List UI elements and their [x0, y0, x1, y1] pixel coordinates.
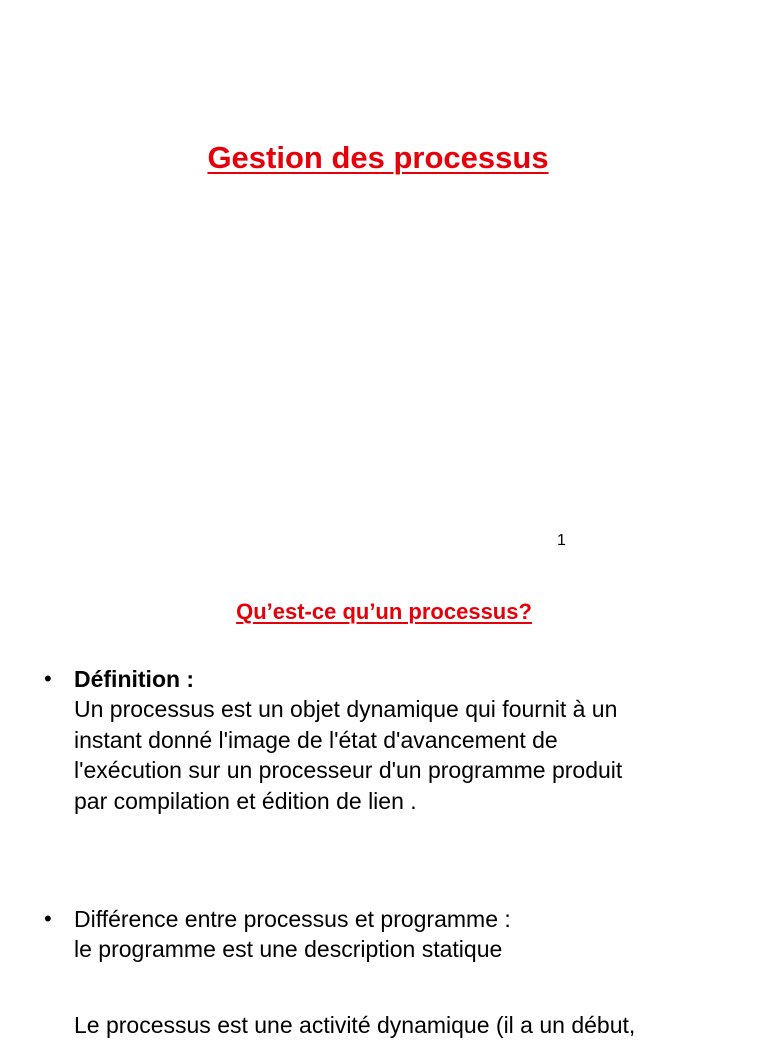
- page-number: 1: [557, 532, 566, 549]
- bullet-difference: [44, 904, 734, 965]
- definition-text: [44, 694, 734, 816]
- text-line: instant donné l'image de l'état d'avancement de: [74, 726, 558, 753]
- bullet-icon: •: [44, 906, 52, 931]
- text-line: le programme est une description statique: [74, 936, 503, 962]
- text-line: Un processus est un objet dynamique qui fournit à un: [74, 696, 618, 722]
- partial-text-line: Le processus est une activité dynamique (il a un début,: [74, 1012, 636, 1038]
- bullet-heading: Définition :: [74, 666, 195, 692]
- bullet-definition: [44, 664, 734, 816]
- text-line: par compilation et édition de lien .: [74, 787, 417, 814]
- section-title: Qu’est-ce qu’un processus?: [236, 599, 532, 624]
- slide-title: Gestion des processus: [207, 140, 549, 175]
- bullet-heading: Différence entre processus et programme :: [74, 906, 511, 932]
- bullet-icon: •: [44, 666, 52, 691]
- difference-text: [44, 934, 734, 965]
- text-line: l'exécution sur un processeur d'un programme produit: [74, 757, 623, 783]
